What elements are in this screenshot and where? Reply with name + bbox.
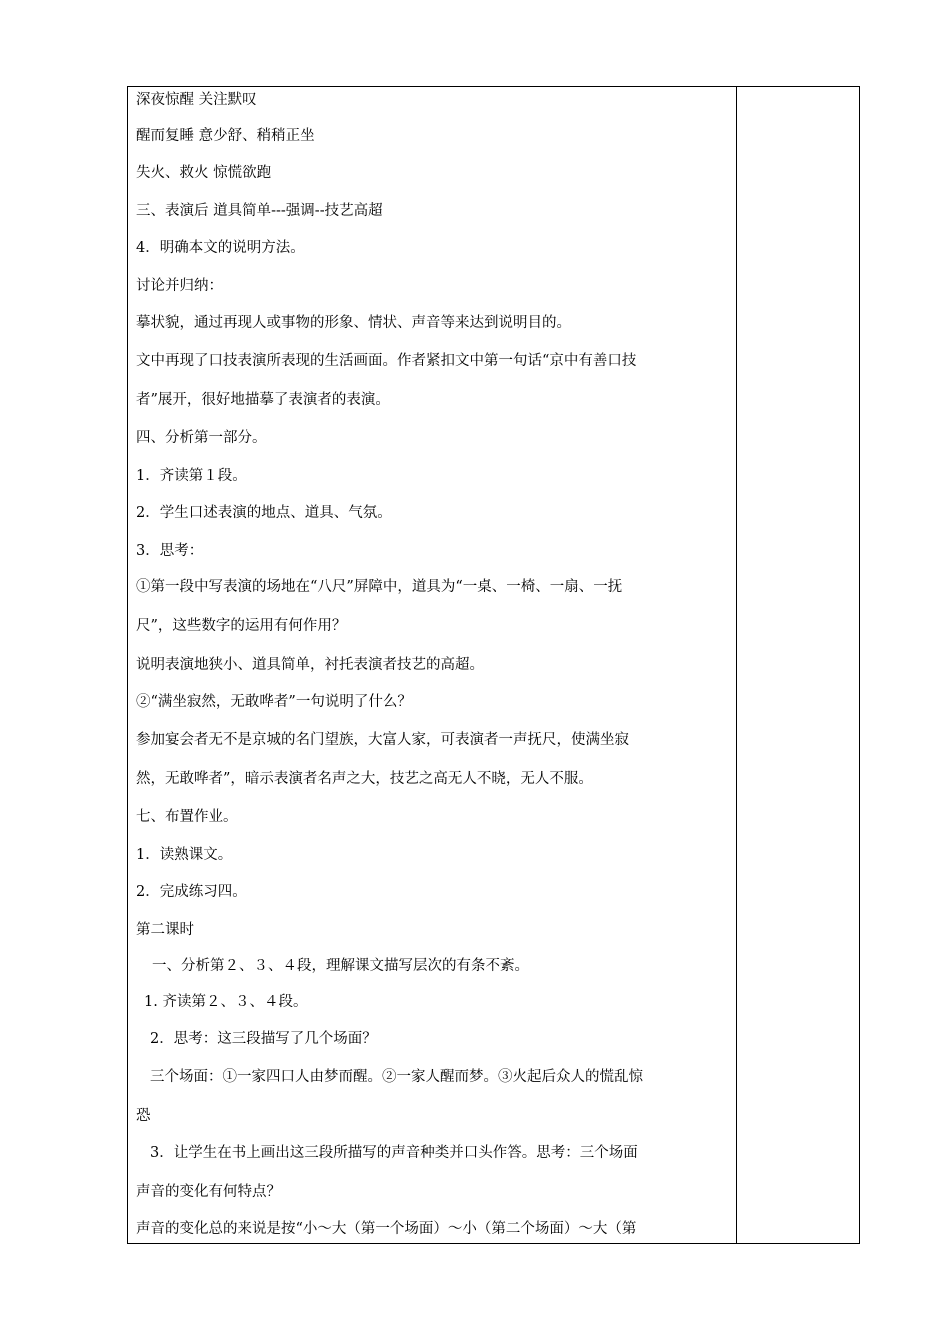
text-line: 四、分析第一部分。 — [136, 430, 267, 446]
text-line: 深夜惊醒 关注默叹 — [136, 92, 257, 108]
text-line: 七、布置作业。 — [136, 809, 238, 825]
text-line: 2．思考：这三段描写了几个场面？ — [150, 1031, 377, 1047]
text-line: 2．学生口述表演的地点、道具、气氛。 — [136, 505, 392, 521]
text-line: 3．思考： — [136, 543, 204, 559]
text-line: 讨论并归纳： — [136, 278, 223, 294]
text-line: 3．让学生在书上画出这三段所描写的声音种类并口头作答。思考：三个场面 — [150, 1145, 638, 1161]
text-line: 尺”，这些数字的运用有何作用？ — [136, 618, 347, 634]
text-line: 声音的变化有何特点？ — [136, 1184, 281, 1200]
text-line: 参加宴会者无不是京城的名门望族，大富人家，可表演者一声抚尺，使满坐寂 — [136, 732, 629, 748]
text-line: 恐 — [136, 1108, 151, 1124]
text-line: 1．齐读第１段。 — [136, 468, 247, 484]
text-line: 者”展开，很好地描摹了表演者的表演。 — [136, 392, 390, 408]
text-line: 文中再现了口技表演所表现的生活画面。作者紧扣文中第一句话“京中有善口技 — [136, 353, 637, 369]
text-line: 一、分析第２、３、４段，理解课文描写层次的有条不紊。 — [152, 958, 529, 974]
text-line: 三个场面：①一家四口人由梦而醒。②一家人醒而梦。③火起后众人的慌乱惊 — [150, 1069, 643, 1085]
text-line: 4．明确本文的说明方法。 — [136, 240, 305, 256]
text-line: 1. 齐读第２、３、４段。 — [144, 994, 308, 1010]
text-line: 第二课时 — [136, 922, 194, 938]
text-line: 说明表演地狭小、道具简单，衬托表演者技艺的高超。 — [136, 657, 484, 673]
text-line: 醒而复睡 意少舒、稍稍正坐 — [136, 128, 315, 144]
text-line: 声音的变化总的来说是按“小～大（第一个场面）～小（第二个场面）～大（第 — [136, 1221, 637, 1237]
text-line: 然，无敢哗者”，暗示表演者名声之大，技艺之高无人不晓，无人不服。 — [136, 771, 593, 787]
text-line: 2．完成练习四。 — [136, 884, 247, 900]
text-line: 失火、救火 惊慌欲跑 — [136, 165, 272, 181]
text-line: ②“满坐寂然，无敢哗者”一句说明了什么？ — [136, 694, 412, 710]
text-line: 摹状貌，通过再现人或事物的形象、情状、声音等来达到说明目的。 — [136, 315, 571, 331]
text-line: 三、表演后 道具简单---强调--技艺高超 — [136, 203, 383, 219]
column-divider — [736, 86, 737, 1244]
text-line: 1．读熟课文。 — [136, 847, 233, 863]
text-line: ①第一段中写表演的场地在“八尺”屏障中，道具为“一桌、一椅、一扇、一抚 — [136, 579, 623, 595]
